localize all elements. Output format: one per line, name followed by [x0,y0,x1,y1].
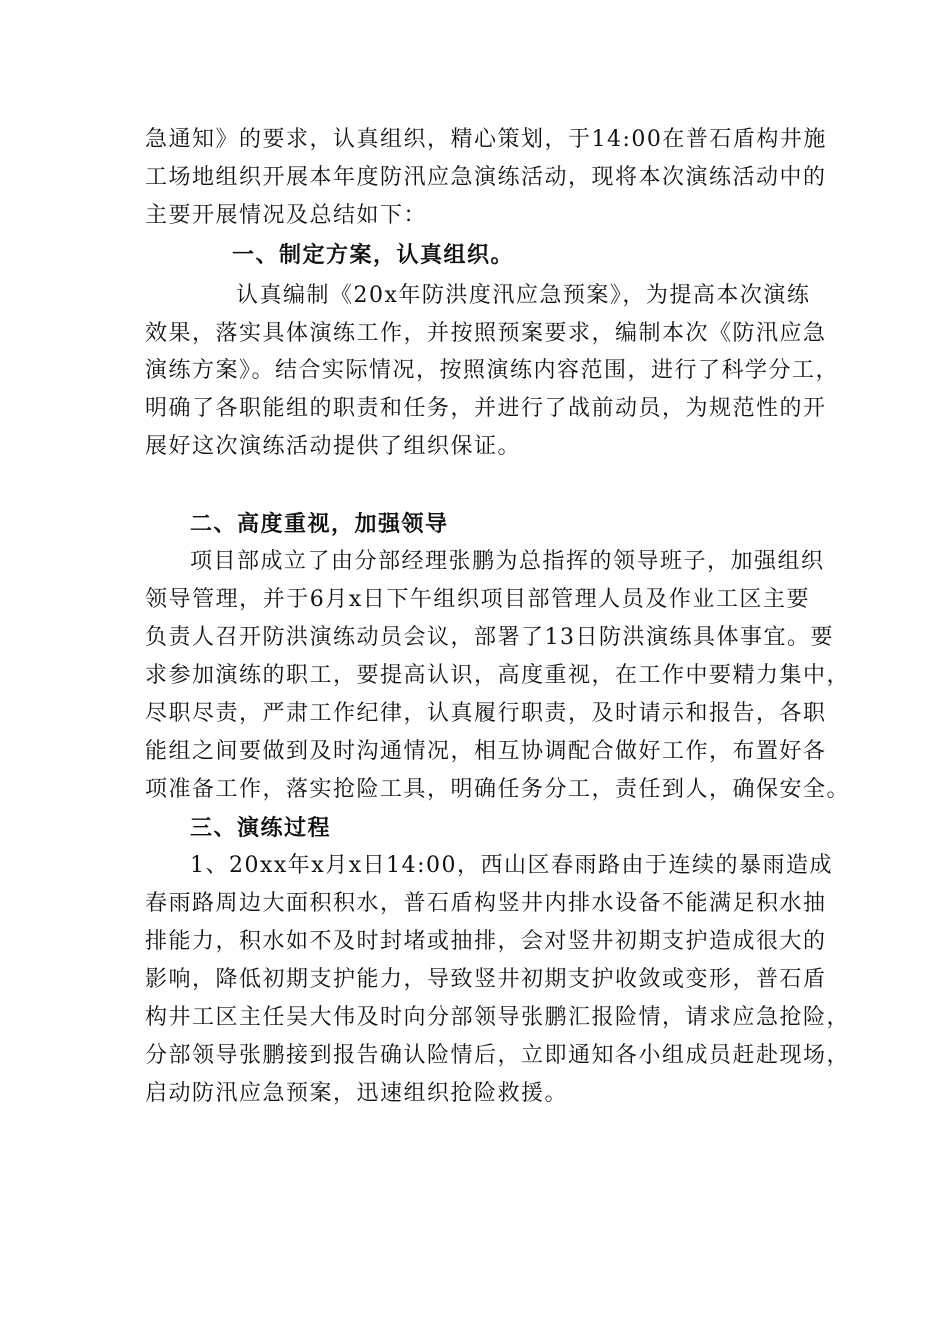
section-1-line-5: 展好这次演练活动提供了组织保证。 [145,434,522,459]
section-3-line-3: 排能力，积水如不及时封堵或抽排，会对竖井初期支护造成很大的 [145,929,827,954]
section-2-line-3: 负责人召开防洪演练动员会议，部署了13日防洪演练具体事宜。要 [145,625,834,650]
section-3-heading: 三、演练过程 [190,815,332,841]
section-1-line-2: 效果，落实具体演练工作，并按照预案要求，编制本次《防汛应急 [145,321,827,346]
intro-line-1: 急通知》的要求，认真组织，精心策划，于14:00在普石盾构井施 [145,127,827,152]
section-2-line-7: 项准备工作，落实抢险工具，明确任务分工，责任到人，确保安全。 [145,777,851,802]
section-1-line-1: 认真编制《20x年防洪度汛应急预案》，为提高本次演练 [236,283,811,308]
section-3-line-5: 构井工区主任吴大伟及时向分部领导张鹏汇报险情，请求应急抢险， [145,1005,851,1030]
section-2-line-1: 项目部成立了由分部经理张鹏为总指挥的领导班子，加强组织 [190,549,825,574]
section-1-line-3: 演练方案》。结合实际情况，按照演练内容范围，进行了科学分工， [145,358,840,383]
intro-line-3: 主要开展情况及总结如下： [145,203,428,228]
section-2-line-5: 尽职尽责，严肃工作纪律，认真履行职责，及时请示和报告，各职 [145,701,827,726]
section-3-line-4: 影响，降低初期支护能力，导致竖井初期支护收敛或变形，普石盾 [145,967,827,992]
section-2-line-4: 求参加演练的职工，要提高认识，高度重视，在工作中要精力集中， [145,663,851,688]
section-1-heading: 一、制定方案，认真组织。 [232,242,515,268]
section-3-line-7: 启动防汛应急预案，迅速组织抢险救援。 [145,1081,569,1106]
section-2-line-6: 能组之间要做到及时沟通情况，相互协调配合做好工作，布置好各 [145,739,827,764]
section-3-line-1: 1、20xx年x月x日14:00，西山区春雨路由于连续的暴雨造成 [190,853,834,878]
section-2-heading: 二、高度重视，加强领导 [190,511,449,537]
section-3-line-2: 春雨路周边大面积积水，普石盾构竖井内排水设备不能满足积水抽 [145,891,827,916]
intro-line-2: 工场地组织开展本年度防汛应急演练活动，现将本次演练活动中的 [145,165,827,190]
section-2-line-2: 领导管理，并于6月x日下午组织项目部管理人员及作业工区主要 [145,587,810,612]
section-3-line-6: 分部领导张鹏接到报告确认险情后，立即通知各小组成员赶赴现场， [145,1043,851,1068]
section-1-line-4: 明确了各职能组的职责和任务，并进行了战前动员，为规范性的开 [145,396,827,421]
